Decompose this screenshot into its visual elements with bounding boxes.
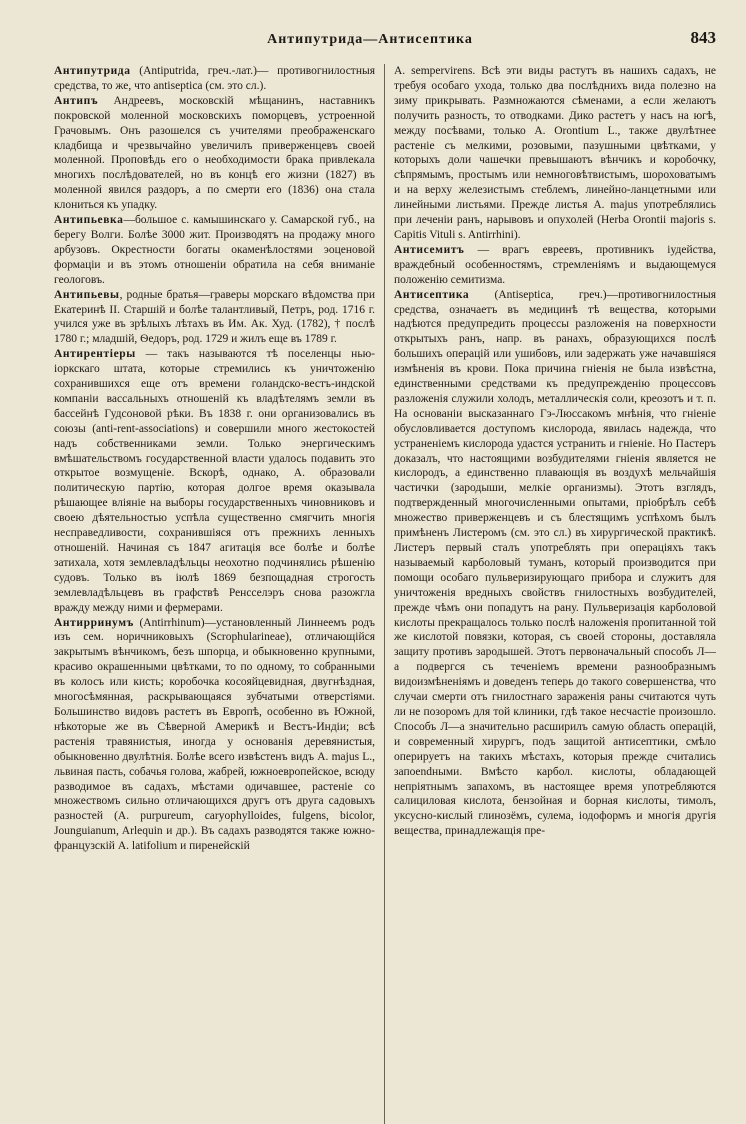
dictionary-entry	[54, 94, 375, 213]
entry-text: (Antiseptica, греч.)—противогнилостныя средства, означаетъ въ медицинѣ тѣ вещества, которыми надѣются предупредить процессы разложенія на поверхности открытыхъ ранъ, напр. въ ранахъ, образующихся послѣ большихъ операцій или ушибовъ, или задержать уже начавшіяся измѣненія въ крови. Пока причина гніенія не была извѣстна, единственными средствами къ предупрежденію процессовъ разложенія служили холодъ, металлическія соли, креозотъ и т. п. На основаніи высказаннаго Гэ-Люссакомъ мнѣнія, что гніеніе обусловливается доступомъ кислорода, явилась надежда, что устраненіемъ кислорода удастся устранить и гніеніе. Но Пастеръ доказалъ, что настоящими возбудителями гніенія является не кислородъ, а единственно плавающія въ воздухѣ мельчайшія частички (зародыши, мелкіе организмы). Этотъ взглядъ, подтвержденный многочисленными опытами, пріобрѣлъ себѣ множество приверженцевъ и съ блестящимъ успѣхомъ былъ примѣненъ Листеромъ (см. это сл.) въ хирургической практикѣ. Листеръ первый сталъ употреблять при операціяхъ такъ называемый карболовый туманъ, который производится при помощи особаго пульверизирующаго прибора и служитъ для уничтоженія вредныхъ свойствъ гнилостныхъ возбудителей, прежде чѣмъ они попадутъ на рану. Пульверизація карболовой кислоты прекращалось только послѣ наложенія пропитанной той же кислотой повязки, которая, съ своей стороны, доставляла защиту противъ зародышей. Этотъ первоначальный способъ Л—а подвергся съ теченіемъ времени разнообразнымъ видоизмѣненіямъ и доведенъ теперь до такого совершенства, что случаи смерти отъ гнилостнаго зараженія раны считаются чуть ли не позоромъ для той клиники, гдѣ такое несчастіе произошло. Способъ Л—а значительно расширилъ самую область операцій, и современный хирургъ, подъ защитой антисептики, смѣло оперируетъ на такихъ мѣстахъ, которыя прежде считались запоendными. Вмѣсто карбол. кислоты, обладающей непріятнымъ запахомъ, въ настоящее время употребляются салициловая кислота, бензойная и борная кислоты, тимолъ, уксусно-кислый глинозёмъ, сулема, іодоформъ и многія другія вещества, принадлежащія пре-	[394, 288, 716, 838]
dictionary-entry	[394, 243, 716, 288]
entry-text: A. sempervirens. Всѣ эти виды растутъ въ нашихъ садахъ, не требуя особаго ухода, только два послѣднихъ вида полезно на зиму прикрывать. Размножаются сѣменами, а если желаютъ получить разность, то отводками. Дико растетъ у насъ на югѣ, между посѣвами, только A. Orontium L., также двулѣтнее растеніе съ мелкими, розовыми, пазушными цвѣтками, у которыхъ доли чашечки превышаютъ вѣнчикъ и коробочку, сѣпрямымъ, простымъ или немноговѣтвистымъ, шороховатымъ и на верху железистымъ стеблемъ, линейно-ланцетными или линейными листьями. Прежде листья A. majus употреблялись при леченіи ранъ, нарывовъ и опухолей (Herba Orontii majoris s. Capitis Vituli s. Antirrhini).	[394, 65, 716, 241]
dictionary-entry	[54, 347, 375, 615]
entry-headword: Антисемитъ	[394, 243, 465, 256]
dictionary-entry	[394, 288, 716, 840]
entry-text: — врагъ евреевъ, противникъ іудейства, враждебный особенностямъ, стремленіямъ и выдающемуся положенію семитизма.	[394, 243, 716, 286]
dictionary-entry	[54, 213, 375, 288]
dictionary-entry	[54, 288, 375, 348]
entry-text: (Antiputrida, греч.-лат.)— противогнилостныя средства, то же, что antiseptica (см. это сл.).	[54, 65, 375, 92]
entry-headword: Антипъ	[54, 94, 99, 107]
right-column	[385, 64, 716, 1124]
entry-headword: Антирентіеры	[54, 348, 136, 361]
running-head: Антипутрида—Антисептика	[267, 32, 473, 47]
entry-headword: Антипьевы	[54, 288, 120, 301]
page-number: 843	[690, 28, 716, 47]
entry-text: Андреевъ, московскій мѣщанинъ, наставникъ покровской моленной московскихъ поморцевъ, устроенной Грачовымъ. Онъ разошелся съ учителями преображенскаго кладбища и чрезвычайно увеличилъ приверженцевъ своей моленной. Проповѣдь его о необходимости брака привлекала многихъ послѣдователей, но въ концѣ его жизни (1827) въ моленной явился раздоръ, а по смерти его (1836) она стала клониться къ упадку.	[54, 94, 375, 212]
dictionary-entry	[54, 616, 375, 855]
entry-text: , родные братья—граверы морскаго вѣдомства при Екатеринѣ II. Старшій и болѣе талантливый, Петръ, род. 1716 г. учился уже въ зрѣлыхъ лѣтахъ въ Им. Ак. Худ. (1782), † послѣ 1780 г.; младшій, Ѳедоръ, род. 1729 и жилъ еще въ 1789 г.	[54, 288, 375, 346]
entry-headword: Антипьевка	[54, 214, 124, 227]
entry-text: —большое с. камышинскаго у. Самарской губ., на берегу Волги. Болѣе 3000 жит. Производятъ на продажу много арбузовъ. Окрестности богаты окаменѣлостями эоценовой формаціи и въ этомъ отношеніи обратила на себя вниманіе геологовъ.	[54, 214, 375, 286]
entry-text: (Antirrhinum)—установленный Линнеемъ родъ изъ сем. норичниковыхъ (Scrophularineae), отличающійся закрытымъ вѣнчикомъ, безъ шпорца, и обыкновенно крупными, красиво окрашенными цвѣтками, то по одному, то собранными въ колосъ или кисть; коробочка косояйцевидная, двугнѣздная, многосѣмянная, раскрывающаяся зубчатыми отверстіями. Большинство видовъ растетъ въ Европѣ, особенно въ Южной, нѣкоторые же въ Сѣверной Америкѣ и Вестъ-Индіи; всѣ растенія травянистыя, иногда у основанія деревянистыя, обыкновенно двулѣтнія. Болѣе всего извѣстенъ видъ A. majus L., львиная пасть, собачья голова, жабрей, южноевропейское, всюду разводимое въ садахъ, мѣстами одичавшее, растеніе со множествомъ сильно отличающихся другъ отъ друга садовыхъ разностей (A. purpureum, caryophylloides, fulgens, bicolor, Jounguianum, Arlequin и др.). Въ садахъ разводятся также южно-французскій A. latifolium и пиренейскій	[54, 616, 375, 853]
entry-text: — такъ называются тѣ поселенцы нью-iоркскаго штата, которые стремились къ уничтоженію сохранившихся еще отъ времени голандско-вестъ-индской компаніи вассальныхъ отношеній къ владѣтелямъ земли въ бассейнѣ Гудсоновой рѣки. Въ 1838 г. они организовались въ союзы (anti-rent-associations) и совершили много жестокостей надъ собственниками земли. Только энергическимъ вмѣшательствомъ государственной власти удалось подавить это открытое возмущеніе. Вскорѣ, однако, А. образовали политическую партію, которая долгое время оказывала рѣшающее вліяніе на выборы государственныхъ чиновниковъ и своею дѣятельностью успѣла существенно смягчить многія несправедливости, сохранившіяся отъ прежнихъ ленныхъ отношеній. Начиная съ 1847 агитація все болѣе и болѣе затихала, хотя землевладѣльцы неохотно подчинялись рѣшенію судовъ. Только въ іюлѣ 1869 безпощадная строгость землевладѣльцевъ въ графствѣ Ренсселэръ снова разожгла вражду между ними и фермерами.	[54, 348, 375, 614]
left-column	[54, 64, 385, 1124]
entry-headword: Антипутрида	[54, 65, 131, 77]
entry-headword: Антисептика	[394, 288, 470, 301]
dictionary-entry	[54, 64, 375, 94]
entry-headword: Антирринумъ	[54, 616, 134, 629]
page-header	[54, 28, 716, 54]
dictionary-entry	[394, 64, 716, 243]
text-columns	[54, 64, 716, 1124]
